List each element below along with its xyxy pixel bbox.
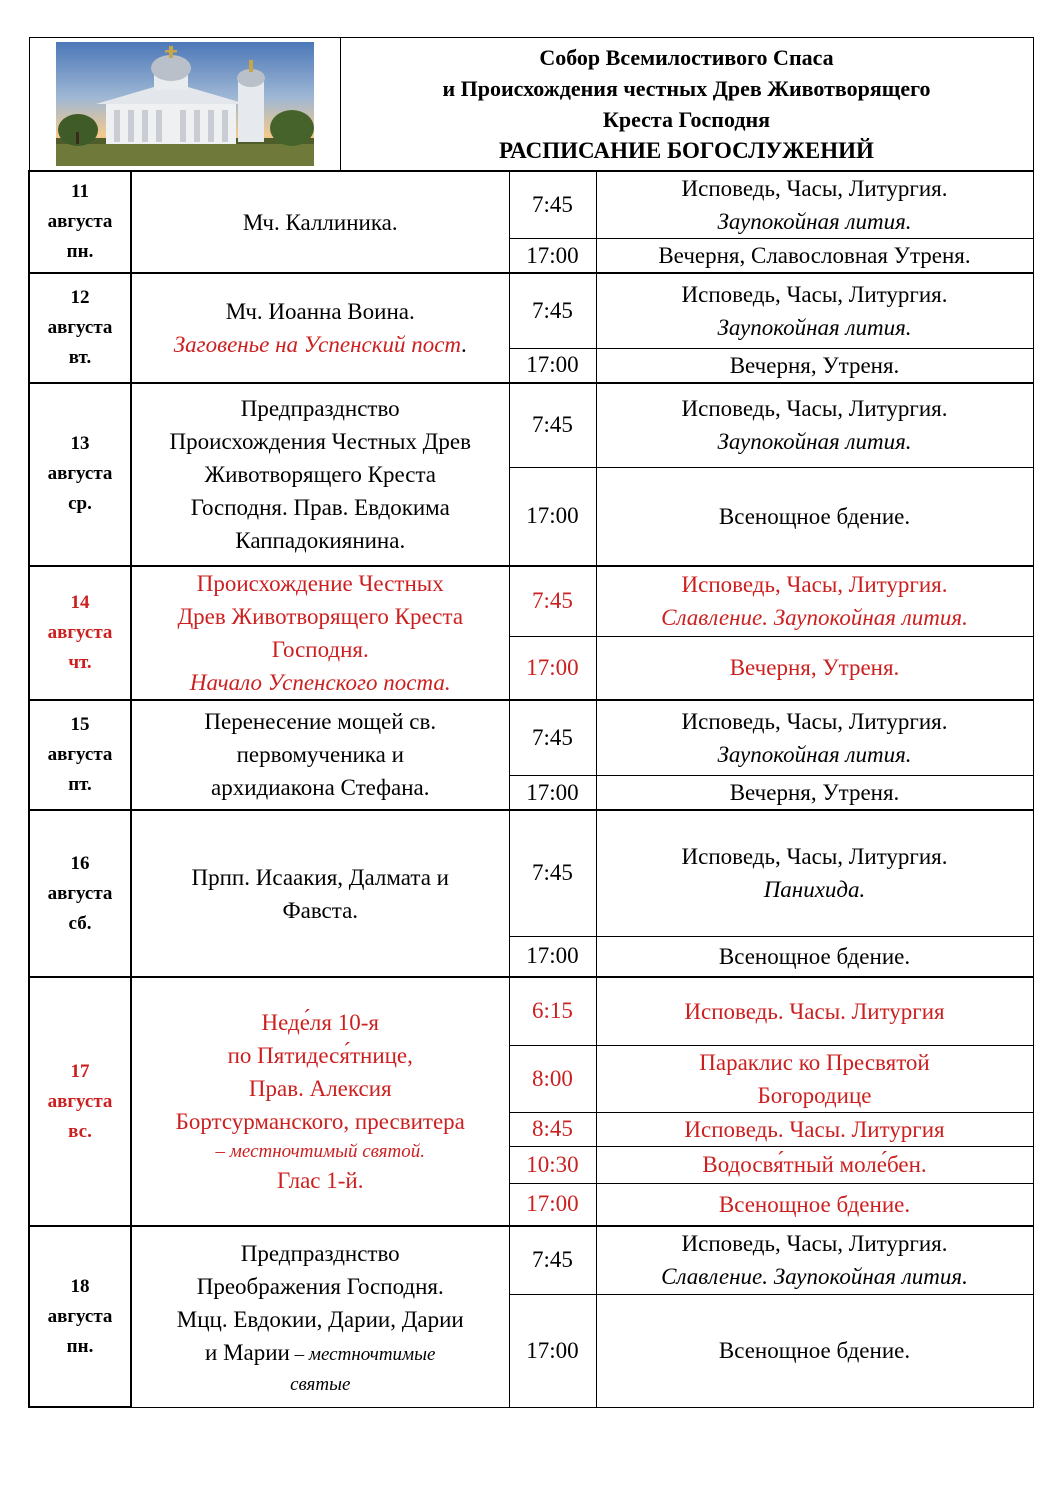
- service-time: 7:45: [532, 192, 573, 217]
- feast-line: [132, 392, 509, 425]
- feast-line: [132, 1164, 509, 1197]
- feast-line: [132, 705, 509, 738]
- service-line: [597, 1188, 1033, 1221]
- service-text: Исповедь, Часы, Литургия.: [681, 572, 948, 597]
- feast-text: Животворящего Креста: [204, 461, 437, 487]
- service-cell: [596, 1294, 1033, 1407]
- feast-line: [132, 1237, 509, 1270]
- date-cell: [29, 700, 131, 811]
- feast-text: Перенесение мощей св.: [204, 709, 437, 735]
- day-row: [29, 1226, 1033, 1294]
- service-text: Исповедь. Часы. Литургия: [684, 1116, 945, 1142]
- month-name-text: августа: [47, 882, 113, 904]
- feast-line: [132, 524, 509, 557]
- weekday: [30, 770, 130, 800]
- service-text: Вечерня, Утреня.: [729, 780, 900, 805]
- service-line: [597, 705, 1033, 738]
- feast-text: Фавста.: [282, 897, 359, 923]
- service-line: [597, 995, 1033, 1028]
- service-line: [597, 1227, 1033, 1260]
- service-line: [597, 425, 1033, 458]
- month-name-text: августа: [47, 316, 113, 338]
- feast-line: [132, 1105, 509, 1138]
- service-cell: [596, 1112, 1033, 1146]
- service-text: Заупокойная лития.: [717, 209, 912, 234]
- service-text: Водосвя́тный моле́бен.: [702, 1152, 927, 1177]
- day-number: [30, 849, 130, 879]
- header-image-cell: [29, 38, 340, 172]
- feast-line: [132, 738, 509, 771]
- month-name-text: августа: [47, 1305, 113, 1327]
- service-cell: [596, 977, 1033, 1045]
- time-cell: [509, 348, 596, 383]
- day-number: [30, 177, 130, 207]
- service-text: Заупокойная лития.: [717, 429, 912, 455]
- month-name-text: августа: [47, 211, 113, 232]
- day-number-text: 16: [70, 852, 90, 874]
- feast-line: [132, 771, 509, 804]
- service-line: [597, 776, 1033, 809]
- feast-text: Преображения Господня.: [196, 1273, 444, 1299]
- time-cell: [509, 468, 596, 566]
- service-line: [597, 601, 1033, 634]
- day-number: [30, 1272, 130, 1302]
- date-cell: [29, 566, 131, 700]
- service-text: Исповедь, Часы, Литургия.: [681, 1231, 948, 1257]
- service-time: 17:00: [526, 654, 579, 680]
- header-title-cell: [340, 38, 1033, 172]
- service-cell: [596, 348, 1033, 383]
- feast-line: [132, 1270, 509, 1303]
- service-text: Всенощное бдение.: [718, 943, 911, 969]
- feast-line: [132, 1371, 509, 1397]
- day-row: [29, 566, 1033, 637]
- feast-line: [132, 458, 509, 491]
- feast-text: – местночтимый святой.: [215, 1141, 425, 1162]
- service-text: Исповедь, Часы, Литургия.: [681, 396, 948, 422]
- service-line: [597, 278, 1033, 311]
- date-cell: [29, 171, 131, 273]
- feast-text: Неде́ля 10-я: [261, 1010, 379, 1035]
- weekday: [30, 1332, 130, 1362]
- schedule-table: [28, 37, 1034, 1408]
- service-text: Исповедь, Часы, Литургия.: [681, 176, 948, 201]
- feast-note: – местночтимые: [289, 1343, 436, 1365]
- date-cell: [29, 273, 131, 383]
- feast-text: Господня.: [271, 636, 369, 662]
- day-row: [29, 700, 1033, 776]
- time-cell: [509, 1112, 596, 1146]
- service-time: 7:45: [532, 724, 573, 750]
- time-cell: [509, 810, 596, 936]
- time-cell: [509, 1146, 596, 1183]
- feast-line: [132, 633, 509, 666]
- service-line: [597, 1046, 1033, 1079]
- service-text: Вечерня, Утреня.: [729, 352, 900, 378]
- feast-text: Прпп. Исаакия, Далмата и: [191, 864, 449, 890]
- service-line: [597, 392, 1033, 425]
- service-cell: [596, 468, 1033, 566]
- day-row: [29, 810, 1033, 936]
- day-number: [30, 429, 130, 459]
- day-number: [30, 588, 130, 618]
- service-time: 17:00: [526, 1191, 579, 1217]
- day-number-text: 17: [70, 1060, 90, 1082]
- service-line: [597, 1260, 1033, 1293]
- service-cell: [596, 1045, 1033, 1112]
- service-line: [597, 651, 1033, 684]
- service-text: Вечерня, Славословная Утреня.: [658, 243, 971, 268]
- month-name: [30, 459, 130, 489]
- feast-line: [132, 1039, 509, 1072]
- weekday-text: пт.: [68, 773, 92, 795]
- feast-text: Господня. Прав. Евдокима: [190, 494, 450, 520]
- feast-line: [132, 894, 509, 927]
- weekday-text: чт.: [68, 651, 92, 673]
- month-name-text: августа: [47, 463, 113, 484]
- feast-line: [132, 1006, 509, 1039]
- service-time: 10:30: [526, 1151, 579, 1177]
- time-cell: [509, 1294, 596, 1407]
- weekday-text: ср.: [68, 493, 92, 514]
- feast-cell: [131, 273, 509, 383]
- service-time: 7:45: [532, 588, 573, 613]
- feast-text: Заговенье на Успенский пост: [173, 331, 462, 357]
- time-cell: [509, 171, 596, 239]
- service-time: 7:45: [532, 412, 573, 438]
- day-row: [29, 383, 1033, 468]
- service-cell: [596, 936, 1033, 977]
- church-name-line-1: Собор Всемилостивого Спаса: [539, 45, 834, 70]
- service-text: Заупокойная лития.: [717, 314, 912, 340]
- feast-text: и Марии: [205, 1339, 290, 1365]
- feast-text: Происхождение Честных: [196, 570, 444, 596]
- time-cell: [509, 936, 596, 977]
- service-time: 8:00: [532, 1065, 573, 1091]
- header-row: [29, 38, 1033, 172]
- service-text: Исповедь. Часы. Литургия: [684, 998, 945, 1024]
- feast-text: Происхождения Честных Древ: [169, 428, 471, 454]
- service-text: Исповедь, Часы, Литургия.: [681, 281, 948, 307]
- time-cell: [509, 636, 596, 699]
- service-text: Параклис ко Пресвятой: [699, 1049, 930, 1075]
- time-cell: [509, 273, 596, 348]
- day-row: [29, 977, 1033, 1045]
- church-name-line-2: и Происхождения честных Древ Животворящего: [442, 76, 931, 101]
- feast-cell: [131, 810, 509, 977]
- date-cell: [29, 383, 131, 566]
- weekday-text: вт.: [68, 346, 92, 368]
- service-line: [597, 239, 1033, 272]
- service-time: 8:45: [532, 1116, 573, 1141]
- feast-text: первомученика и: [236, 742, 404, 768]
- service-time: 17:00: [526, 242, 579, 268]
- weekday: [30, 489, 130, 519]
- feast-text: Бортсурманского, пресвитера: [175, 1109, 465, 1134]
- day-number: [30, 710, 130, 740]
- service-cell: [596, 700, 1033, 776]
- service-cell: [596, 810, 1033, 936]
- month-name: [30, 1087, 130, 1117]
- service-text: Вечерня, Утреня.: [729, 655, 900, 680]
- service-line: [597, 1148, 1033, 1181]
- time-cell: [509, 1045, 596, 1112]
- month-name: [30, 879, 130, 909]
- day-number-text: 13: [70, 433, 90, 454]
- date-cell: [29, 810, 131, 977]
- service-time: 17:00: [526, 503, 579, 529]
- service-cell: [596, 171, 1033, 239]
- feast-cell: [131, 383, 509, 566]
- month-name: [30, 618, 130, 648]
- service-text: Исповедь, Часы, Литургия.: [681, 844, 948, 870]
- weekday-text: пн.: [66, 241, 94, 262]
- service-time: 6:15: [532, 998, 573, 1024]
- service-cell: [596, 776, 1033, 811]
- service-line: [597, 840, 1033, 873]
- service-cell: [596, 1226, 1033, 1294]
- service-time: 17:00: [526, 352, 579, 377]
- feast-line: [132, 861, 509, 894]
- feast-cell: [131, 171, 509, 273]
- service-line: [597, 311, 1033, 344]
- time-cell: [509, 239, 596, 274]
- schedule-title: РАСПИСАНИЕ БОГОСЛУЖЕНИЙ: [499, 138, 874, 163]
- service-text: Заупокойная лития.: [717, 741, 912, 767]
- time-cell: [509, 383, 596, 468]
- service-cell: [596, 566, 1033, 637]
- feast-line: [132, 600, 509, 633]
- time-cell: [509, 1226, 596, 1294]
- feast-line: [132, 666, 509, 699]
- weekday: [30, 237, 130, 267]
- weekday-text: вс.: [68, 1120, 92, 1142]
- weekday: [30, 648, 130, 678]
- feast-text: святые: [290, 1373, 351, 1395]
- service-time: 17:00: [526, 1337, 579, 1363]
- feast-line: [132, 1072, 509, 1105]
- service-line: [597, 349, 1033, 382]
- feast-text: Мч. Иоанна Воина.: [225, 298, 415, 324]
- service-cell: [596, 1146, 1033, 1183]
- service-text: Всенощное бдение.: [718, 503, 911, 529]
- day-row: [29, 273, 1033, 348]
- service-line: [597, 1079, 1033, 1112]
- month-name-text: августа: [47, 743, 113, 765]
- time-cell: [509, 776, 596, 811]
- month-name-text: августа: [47, 1090, 113, 1112]
- service-cell: [596, 273, 1033, 348]
- feast-text: Мцц. Евдокии, Дарии, Дарии: [176, 1306, 464, 1332]
- feast-line: [132, 328, 509, 361]
- service-line: [597, 940, 1033, 973]
- feast-text: архидиакона Стефана.: [211, 775, 430, 801]
- feast-line: [132, 1138, 509, 1164]
- service-time: 7:45: [532, 860, 573, 886]
- service-text: Исповедь, Часы, Литургия.: [681, 708, 948, 734]
- weekday: [30, 343, 130, 373]
- service-text: Славление. Заупокойная лития.: [661, 605, 968, 630]
- day-number-text: 11: [71, 181, 89, 202]
- service-cell: [596, 239, 1033, 274]
- day-number: [30, 1057, 130, 1087]
- service-time: 7:45: [532, 1247, 573, 1273]
- day-row: [29, 171, 1033, 239]
- service-line: [597, 172, 1033, 205]
- service-text: Панихида.: [763, 877, 866, 903]
- time-cell: [509, 1183, 596, 1226]
- day-number-text: 14: [70, 591, 90, 613]
- weekday: [30, 1117, 130, 1147]
- feast-text: Каппадокиянина.: [235, 527, 406, 553]
- feast-line: [132, 567, 509, 600]
- date-cell: [29, 1226, 131, 1407]
- service-time: 7:45: [532, 297, 573, 323]
- day-number-text: 15: [70, 713, 90, 735]
- weekday-text: пн.: [66, 1335, 94, 1357]
- time-cell: [509, 977, 596, 1045]
- feast-text: Мч. Каллиника.: [242, 209, 398, 235]
- service-line: [597, 873, 1033, 906]
- time-cell: [509, 566, 596, 637]
- service-cell: [596, 1183, 1033, 1226]
- church-name-line-3: Креста Господня: [602, 107, 771, 132]
- feast-line: [132, 425, 509, 458]
- feast-line: [132, 1303, 509, 1336]
- service-cell: [596, 636, 1033, 699]
- feast-line: [132, 295, 509, 328]
- service-time: 17:00: [526, 779, 579, 805]
- service-line: [597, 1334, 1033, 1367]
- month-name: [30, 1302, 130, 1332]
- feast-cell: [131, 977, 509, 1226]
- weekday: [30, 909, 130, 939]
- day-number: [30, 283, 130, 313]
- weekday-text: сб.: [68, 912, 92, 934]
- month-name-text: августа: [47, 621, 113, 643]
- feast-text: Прав. Алексия: [248, 1076, 392, 1101]
- time-cell: [509, 700, 596, 776]
- feast-suffix: .: [461, 331, 467, 357]
- month-name: [30, 740, 130, 770]
- date-cell: [29, 977, 131, 1226]
- service-text: Славление. Заупокойная лития.: [661, 1264, 968, 1290]
- feast-cell: [131, 700, 509, 811]
- feast-text: Начало Успенского поста.: [189, 669, 451, 695]
- feast-text: Предпразднство: [240, 1240, 400, 1266]
- service-text: Богородице: [757, 1082, 872, 1108]
- feast-cell: [131, 566, 509, 700]
- feast-line: [132, 1336, 509, 1371]
- feast-cell: [131, 1226, 509, 1407]
- service-line: [597, 568, 1033, 601]
- service-cell: [596, 383, 1033, 468]
- service-text: Всенощное бдение.: [718, 1191, 911, 1217]
- service-line: [597, 1113, 1033, 1146]
- feast-line: [132, 491, 509, 524]
- service-line: [597, 738, 1033, 771]
- feast-text: по Пятидеся́тнице,: [227, 1043, 413, 1068]
- service-time: 17:00: [526, 943, 579, 969]
- service-text: Всенощное бдение.: [718, 1338, 911, 1363]
- feast-text: Древ Животворящего Креста: [177, 603, 464, 629]
- service-line: [597, 205, 1033, 238]
- month-name: [30, 207, 130, 237]
- day-number-text: 12: [70, 286, 90, 308]
- month-name: [30, 313, 130, 343]
- feast-text: Глас 1-й.: [277, 1168, 364, 1193]
- cathedral-photo-icon: [56, 42, 314, 166]
- feast-line: [132, 206, 509, 239]
- day-number-text: 18: [70, 1275, 90, 1297]
- service-line: [597, 500, 1033, 533]
- feast-text: Предпразднство: [240, 395, 400, 421]
